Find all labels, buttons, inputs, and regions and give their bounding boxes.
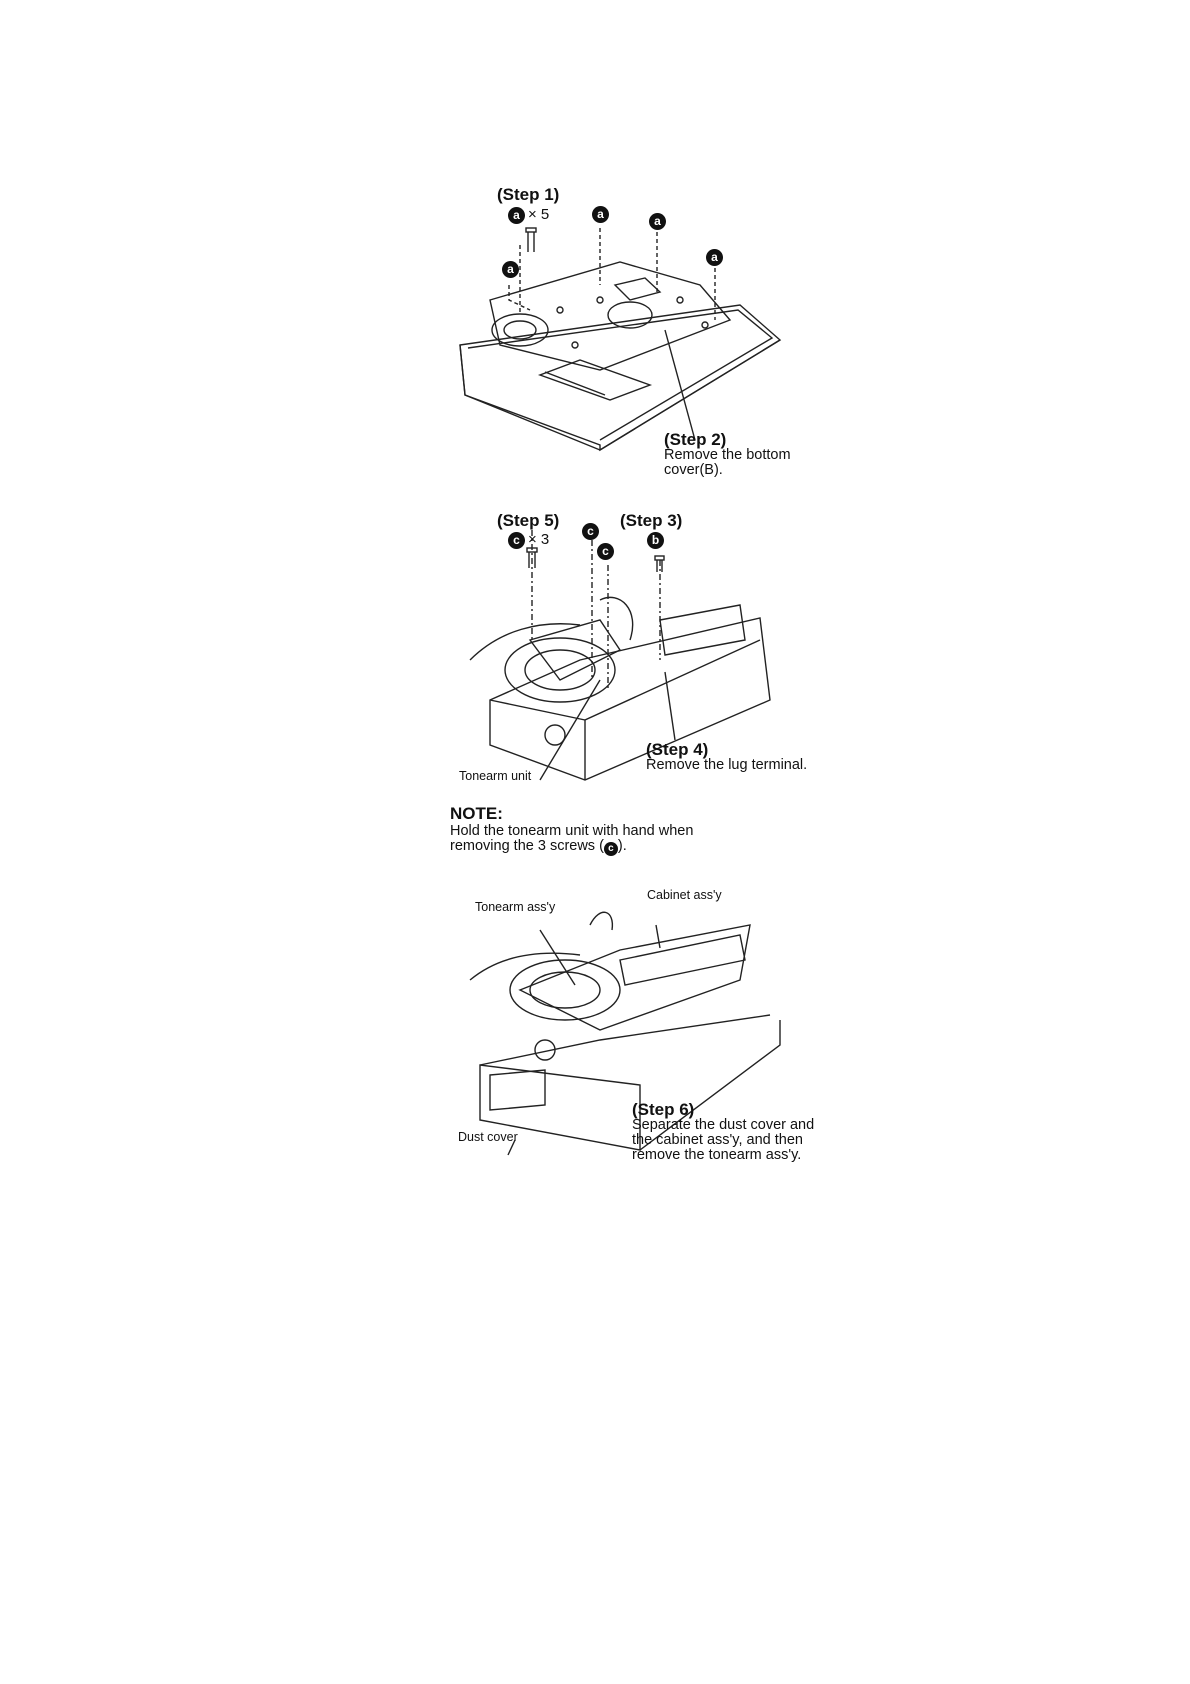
screw-a-icon: a [706, 249, 723, 266]
screw-c-icon: c [597, 543, 614, 560]
step6-line1: Separate the dust cover and [632, 1117, 815, 1133]
figure-2-tonearm-unit [470, 530, 770, 780]
screw-a-icon: a [502, 261, 519, 278]
screw-b-icon: b [647, 532, 664, 549]
step4-title: (Step 4) [646, 740, 709, 759]
screw-c-count: × 3 [528, 531, 550, 548]
step6-line3: remove the tonearm ass'y. [632, 1147, 802, 1163]
cabinet-assy-label: Cabinet ass'y [647, 888, 722, 902]
tonearm-unit-label: Tonearm unit [459, 769, 532, 783]
step6-line2: the cabinet ass'y, and then [632, 1132, 803, 1148]
step3-title: (Step 3) [620, 511, 683, 530]
note-line1: Hold the tonearm unit with hand when [450, 823, 694, 839]
tonearm-assy-label: Tonearm ass'y [475, 900, 556, 914]
screw-c-icon: c [508, 532, 525, 549]
dust-cover-label: Dust cover [458, 1130, 518, 1144]
step5-title: (Step 5) [497, 511, 560, 530]
step2-line1: Remove the bottom [664, 447, 791, 463]
note-line2-pre: removing the 3 screws ( [450, 838, 604, 854]
screw-c-icon: c [582, 523, 599, 540]
screw-count: × 5 [528, 206, 550, 223]
step4-text: Remove the lug terminal. [646, 757, 808, 773]
note-line2 [450, 839, 627, 855]
note-heading: NOTE: [450, 804, 503, 823]
step2-title: (Step 2) [664, 430, 727, 449]
step1-title: (Step 1) [497, 185, 560, 204]
step6-title: (Step 6) [632, 1100, 695, 1119]
screw-a-icon: a [592, 206, 609, 223]
step2-line2: cover(B). [664, 462, 723, 478]
note-line2-post: ). [617, 838, 627, 854]
screw-c-icon: c [604, 842, 618, 856]
screw-a-icon: a [649, 213, 666, 230]
screw-a-icon: a [508, 207, 525, 224]
